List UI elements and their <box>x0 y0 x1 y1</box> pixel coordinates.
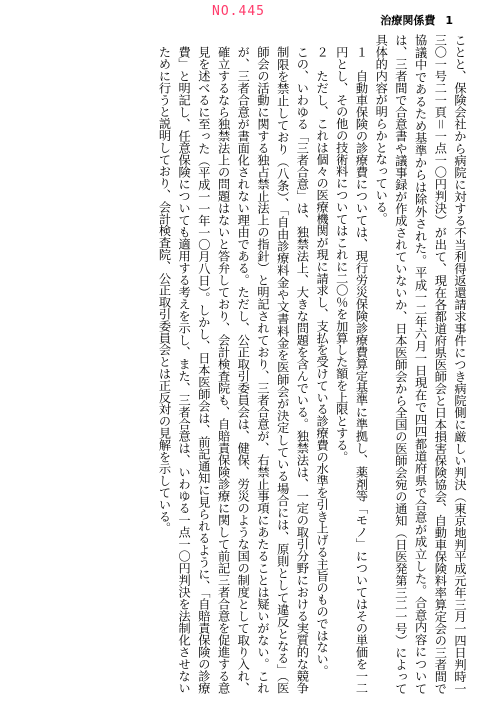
paragraph: ２ ただし、これは個々の医療機関が現に請求し、支払を受けている診療費の水準を引き上げる主旨のものではない。 <box>315 46 330 677</box>
paragraph: ことと、保険会社から病院に対する不当利得返還請求事件につき病院側に厳しい判決（東京地判平成元年三月一四日判時一三〇一号二一頁＝一点一〇円判決）が出て、現在各都道府県医師会と日本損害保険協会、自動車保険料率算定会の三者間で協議中であるため基準からは除外された。平成一二年六月一日現在で四四都道府県で合意が成立した。合意内容については、三者間で合意書や議事録が作成されていないか、日本医師会から全国の医師会宛の通知（日医発第三二一号）によって具体的内容が明らかとなっている。 <box>374 34 467 694</box>
paragraph: １ 自動車保険の診療費については、現行労災保険診療費算定基準に準拠し、薬剤等「モノ」についてはその単価を一二円とし、その他の技術料についてはこれに二〇％を加算した額を上限とする。 <box>334 46 369 694</box>
page-stamp: NO.445 <box>212 4 265 19</box>
paragraph: この、いわゆる「三者合意」は、独禁法上、大きな問題を含んでいる。独禁法は、一定の取引分野における実質的な競争制限を禁止しており（八条）、「自由診療料金や文書料金を医師会が決定している場合には、原則として違反となる」（医師会の活動に関する独占禁止法上の指針）と明記されており、三者合意が、右禁止事項にあたることは疑いがない。これが、三者合意が書面化されない理由である。ただし、公正取引委員会は、健保、労災のような国の制度として取り入れ、確立するなら独禁法上の問題はないと答弁しており、会計検査院も、自賠責保険診療に関して前記三者合意を促進する意見を述べるに至った（平成一一年一〇月八日）。しかし、日本医師会は、前記通知に見られるように、「自賠責保険の診療費」と明記し、任意保険についても適用する考えを示し、また、三者合意は、いわゆる一点一〇円判決を法制化させないために行うと説明しており、会計検査院、公正取引委員会とは正反対の見解を示している。 <box>157 46 310 694</box>
chapter-title: 治療関係費 <box>380 14 436 27</box>
running-header <box>380 12 453 28</box>
body-text <box>7 34 469 694</box>
chapter-number: 1 <box>445 13 453 27</box>
